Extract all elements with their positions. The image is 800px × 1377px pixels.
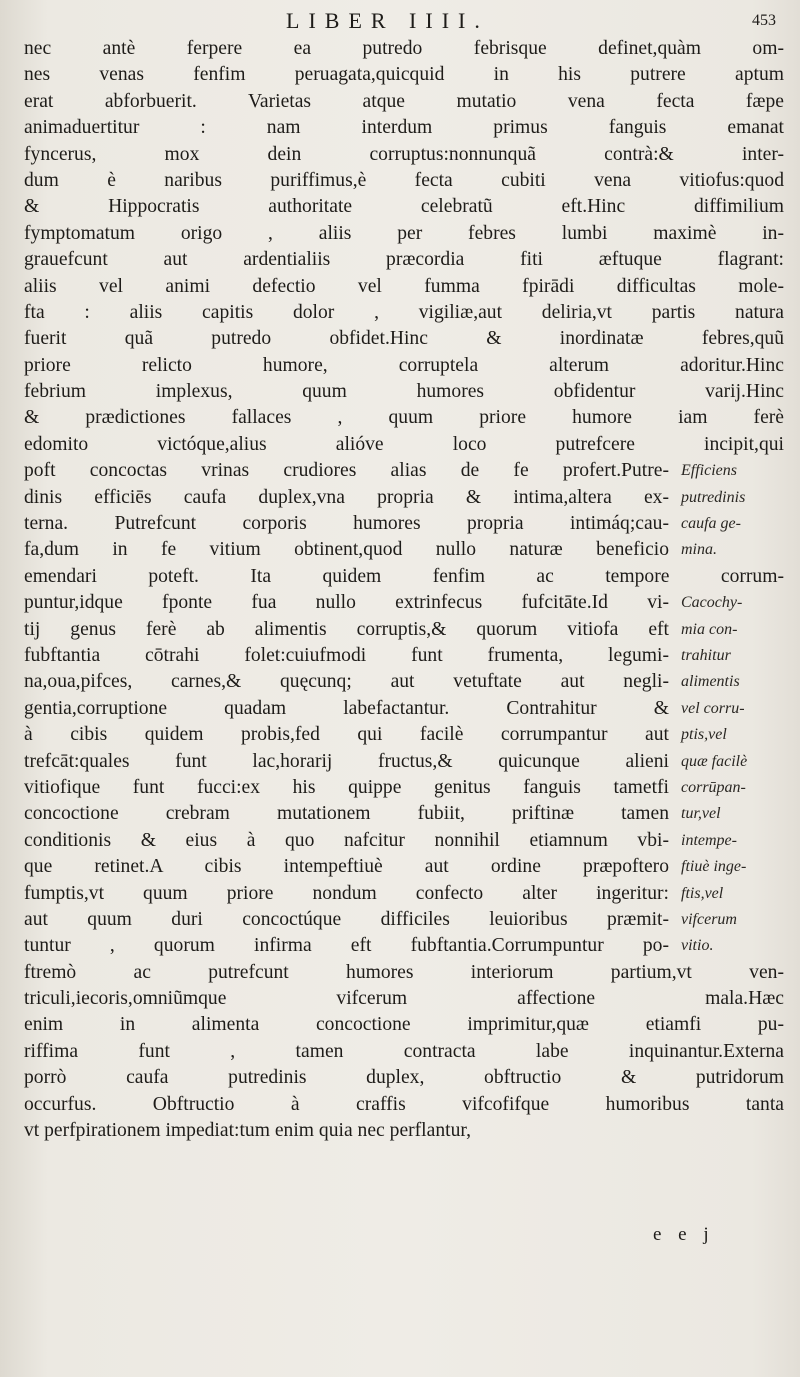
text-line [24, 907, 794, 933]
margin-note: caufa ge- [681, 515, 741, 533]
text-line [24, 590, 794, 616]
text-line [24, 405, 794, 431]
line-text: riffima funt , tamen contracta labe inquinantur.Externa [24, 1040, 784, 1062]
text-line [24, 142, 794, 168]
text-line [24, 722, 794, 748]
margin-note: putredinis [681, 488, 746, 506]
line-text: ftremò ac putrefcunt humores interiorum partium,vt ven- [24, 961, 784, 983]
text-line [24, 432, 794, 458]
line-text: occurfus. Obftructio à craffis vifcofifque humoribus tanta [24, 1093, 784, 1115]
text-line [24, 1092, 794, 1118]
text-line [24, 274, 794, 300]
line-text: febrium implexus, quum humores obfidentur varij.Hinc [24, 381, 784, 403]
line-text: porrò caufa putredinis duplex, obftructio & putridorum [24, 1067, 784, 1089]
margin-note: Cacochy- [681, 594, 743, 612]
line-text: poft concoctas vrinas crudiores alias de fe profert.Putre- [24, 460, 669, 482]
text-line [24, 115, 794, 141]
text-line [24, 749, 794, 775]
text-line [24, 854, 794, 880]
line-text: gentia,corruptione quadam labefactantur. Contrahitur & [24, 697, 669, 719]
text-line [24, 458, 794, 484]
line-text: priore relicto humore, corruptela alterum adoritur.Hinc [24, 354, 784, 376]
line-text: animaduertitur : nam interdum primus fanguis emanat [24, 117, 784, 139]
line-text: tuntur , quorum infirma eft fubftantia.Corrumpuntur po- [24, 935, 669, 957]
text-line [24, 247, 794, 273]
text-line [24, 643, 794, 669]
text-line [24, 511, 794, 537]
line-text: nes venas fenfim peruagata,quicquid in his putrere aptum [24, 64, 784, 86]
text-line [24, 986, 794, 1012]
margin-note: tur,vel [681, 805, 721, 823]
line-text: & Hippocratis authoritate celebratũ eft.Hinc diffimilium [24, 196, 784, 218]
text-line [24, 36, 794, 62]
margin-note: mia con- [681, 620, 738, 638]
text-line [24, 1118, 794, 1144]
margin-note: vifcerum [681, 910, 737, 928]
line-text: fta : aliis capitis dolor , vigiliæ,aut deliria,vt partis natura [24, 301, 784, 323]
text-line [24, 89, 794, 115]
line-text: dinis efficiēs caufa duplex,vna propria & intima,altera ex- [24, 486, 669, 508]
text-line [24, 168, 794, 194]
margin-note: vitio. [681, 937, 714, 955]
signature-mark: e e j [653, 1224, 715, 1245]
line-text: erat abforbuerit. Varietas atque mutatio vena fecta fæpe [24, 90, 784, 112]
text-line [24, 1039, 794, 1065]
running-head: LIBER IIII. [286, 8, 489, 33]
text-line [24, 960, 794, 986]
line-text: aliis vel animi defectio vel fumma fpirādi difficultas mole- [24, 275, 784, 297]
line-text: fuerit quã putredo obfidet.Hinc & inordinatæ febres,quũ [24, 328, 784, 350]
line-text: emendari poteft. Ita quidem fenfim ac tempore corrum- [24, 565, 784, 587]
text-line [24, 300, 794, 326]
page-header [0, 8, 800, 36]
line-text: triculi,iecoris,omniũmque vifcerum affectione mala.Hæc [24, 988, 784, 1010]
line-text: enim in alimenta concoctione imprimitur,quæ etiamfi pu- [24, 1014, 784, 1036]
line-text: vt perfpirationem impediat:tum enim quia nec perflantur, [24, 1120, 472, 1142]
body-text [24, 36, 794, 1144]
line-text: fyncerus, mox dein corruptus:nonnunquã contrà:& inter- [24, 143, 784, 165]
text-line [24, 537, 794, 563]
line-text: que retinet.A cibis intempeftiuè aut ordine præpoftero [24, 856, 669, 878]
margin-note: ftiuè inge- [681, 858, 747, 876]
margin-note: mina. [681, 541, 717, 559]
text-line [24, 1012, 794, 1038]
text-line [24, 828, 794, 854]
margin-note: trahitur [681, 646, 731, 664]
line-text: trefcāt:quales funt lac,horarij fructus,& quicunque alieni [24, 750, 669, 772]
margin-note: Efficiens [681, 462, 737, 480]
margin-note: vel corru- [681, 699, 745, 717]
line-text: puntur,idque fponte fua nullo extrinfecus fufcitāte.Id vi- [24, 592, 669, 614]
margin-note: corrūpan- [681, 778, 746, 796]
line-text: vitiofique funt fucci:ex his quippe genitus fanguis tametfi [24, 776, 669, 798]
line-text: conditionis & eius à quo nafcitur nonnihil etiamnum vbi- [24, 829, 669, 851]
text-line [24, 933, 794, 959]
line-text: edomito victóque,alius alióve loco putrefcere incipit,qui [24, 433, 784, 455]
text-line [24, 221, 794, 247]
text-line [24, 617, 794, 643]
line-text: aut quum duri concoctúque difficiles leuioribus præmit- [24, 908, 669, 930]
margin-note: quæ facilè [681, 752, 748, 770]
text-line [24, 326, 794, 352]
margin-note: ptis,vel [681, 726, 727, 744]
text-line [24, 62, 794, 88]
text-line [24, 564, 794, 590]
margin-note: alimentis [681, 673, 740, 691]
line-text: fymptomatum origo , aliis per febres lumbi maximè in- [24, 222, 784, 244]
line-text: concoctione crebram mutationem fubiit, priftinæ tamen [24, 803, 669, 825]
line-text: & prædictiones fallaces , quum priore humore iam ferè [24, 407, 784, 429]
text-line [24, 669, 794, 695]
line-text: nec antè ferpere ea putredo febrisque definet,quàm om- [24, 38, 784, 59]
margin-note: intempe- [681, 831, 737, 849]
line-text: grauefcunt aut ardentialiis præcordia fiti æftuque flagrant: [24, 249, 784, 271]
text-line [24, 801, 794, 827]
line-text: fubftantia cōtrahi folet:cuiufmodi funt frumenta, legumi- [24, 644, 669, 666]
text-line [24, 379, 794, 405]
line-text: tij genus ferè ab alimentis corruptis,& quorum vitiofa eft [24, 618, 669, 640]
text-line [24, 194, 794, 220]
text-line [24, 1065, 794, 1091]
text-line [24, 353, 794, 379]
line-text: fumptis,vt quum priore nondum confecto alter ingeritur: [24, 882, 669, 904]
text-line [24, 881, 794, 907]
margin-note: ftis,vel [681, 884, 724, 902]
text-line [24, 485, 794, 511]
line-text: fa,dum in fe vitium obtinent,quod nullo naturæ beneficio [24, 539, 669, 561]
text-line [24, 696, 794, 722]
page-number: 453 [752, 12, 776, 29]
line-text: dum è naribus puriffimus,è fecta cubiti vena vitiofus:quod [24, 169, 784, 191]
line-text: à cibis quidem probis,fed qui facilè corrumpantur aut [24, 724, 669, 746]
line-text: terna. Putrefcunt corporis humores propria intimáq;cau- [24, 513, 669, 535]
text-line [24, 775, 794, 801]
line-text: na,oua,pifces, carnes,& quęcunq; aut vetuftate aut negli- [24, 671, 669, 693]
